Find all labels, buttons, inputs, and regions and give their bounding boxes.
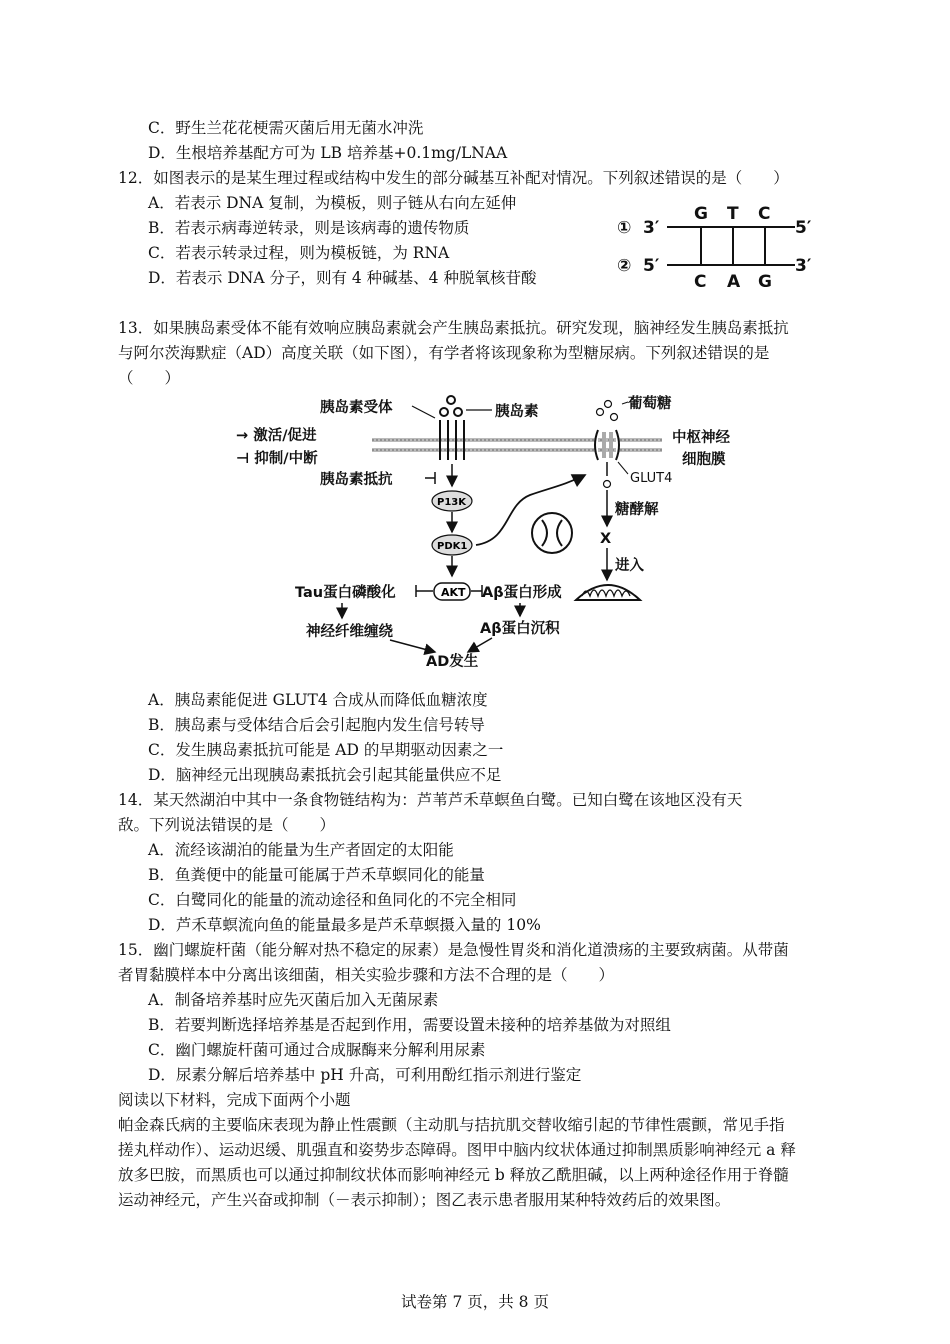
q15-option-c: C．幽门螺旋杆菌可通过合成脲酶来分解利用尿素	[148, 1041, 486, 1059]
q11-option-d: D．生根培养基配方可为 LB 培养基+0.1mg/LNAA	[148, 144, 508, 162]
q15-stem-line1: 15．幽门螺旋杆菌（能分解对热不稳定的尿素）是急慢性胃炎和消化道溃疡的主要致病菌。从带菌	[118, 941, 789, 959]
tangle-label: 神经纤维缠绕	[306, 624, 393, 640]
abeta-deposit-label: Aβ蛋白沉积	[480, 621, 560, 637]
strand-2-label: ②	[617, 256, 632, 276]
pdk1-label: PDK1	[437, 541, 468, 552]
strand-1-left-end: 3′	[643, 218, 660, 238]
akt-label: AKT	[441, 586, 466, 599]
q14-stem-line1: 14．某天然湖泊中其中一条食物链结构为：芦苇芦禾草螟鱼白鹭。已知白鹭在该地区没有天	[118, 791, 743, 809]
q15-stem-line2: 者胃黏膜样本中分离出该细菌，相关实验步骤和方法不合理的是（ ）	[118, 966, 615, 984]
glucose-label: 葡萄糖	[628, 396, 672, 412]
glut4-vesicle	[532, 513, 572, 553]
strand-1-right-end: 5′	[795, 218, 812, 238]
q13-stem-line1: 13．如果胰岛素受体不能有效响应胰岛素就会产生胰岛素抵抗。研究发现，脑神经发生胰岛素抵抗	[118, 319, 789, 337]
glycolysis-label: 糖酵解	[615, 502, 659, 518]
legend-inhibit: ⊣ 抑制/中断	[236, 451, 318, 467]
q13-option-b: B．胰岛素与受体结合后会引起胞内发生信号转导	[148, 716, 485, 734]
q14-stem-line2: 敌。下列说法错误的是（ ）	[118, 816, 336, 834]
insulin-molecules	[440, 396, 462, 416]
bottom-base-3: G	[758, 272, 772, 291]
x-label: X	[600, 531, 612, 547]
q12-stem: 12．如图表示的是某生理过程或结构中发生的部分碱基互补配对情况。下列叙述错误的是（ ）	[118, 169, 789, 187]
top-base-3: C	[758, 204, 771, 224]
strand-2-left-end: 5′	[643, 256, 660, 276]
q13-option-d: D．脑神经元出现胰岛素抵抗会引起其能量供应不足	[148, 766, 502, 784]
reading-line1: 帕金森氏病的主要临床表现为静止性震颤（主动肌与拮抗肌交替收缩引起的节律性震颤，常见手指	[118, 1116, 785, 1134]
q13-stem-line3: （ ）	[118, 369, 181, 387]
reading-line4: 运动神经元，产生兴奋或抑制（－表示抑制）；图乙表示患者服用某种特效药后的效果图。	[118, 1191, 731, 1209]
resistance-label: 胰岛素抵抗	[320, 472, 393, 488]
reading-line2: 搓丸样动作）、运动迟缓、肌强直和姿势步态障碍。图甲中脑内纹状体通过抑制黑质影响神经元 a 释	[118, 1141, 796, 1159]
tau-label: Tau蛋白磷酸化	[295, 585, 396, 601]
q14-option-b: B．鱼粪便中的能量可能属于芦禾草螟同化的能量	[148, 866, 485, 884]
q12-base-pair-figure	[615, 203, 825, 291]
q14-option-a: A．流经该湖泊的能量为生产者固定的太阳能	[148, 841, 454, 859]
q14-option-d: D．芦禾草螟流向鱼的能量最多是芦禾草螟摄入量的 10%	[148, 916, 541, 934]
strand-1-label: ①	[617, 218, 632, 238]
glut4-label: GLUT4	[630, 471, 673, 486]
top-base-2: T	[727, 204, 739, 224]
glucose-molecules	[597, 401, 618, 421]
enter-label: 进入	[615, 558, 644, 574]
q11-option-c: C．野生兰花花梗需灭菌后用无菌水冲洗	[148, 119, 424, 137]
bottom-base-1: C	[694, 272, 707, 291]
page-footer: 试卷第 7 页，共 8 页	[401, 1293, 549, 1311]
q12-option-d: D．若表示 DNA 分子，则有 4 种碱基、4 种脱氧核苷酸	[148, 269, 537, 287]
bottom-base-2: A	[727, 272, 741, 291]
cns-membrane-label-2: 细胞膜	[682, 452, 726, 468]
q15-option-a: A．制备培养基时应先灭菌后加入无菌尿素	[148, 991, 439, 1009]
abeta-form-label: Aβ蛋白形成	[482, 585, 562, 601]
q12-option-c: C．若表示转录过程，则为模板链，为 RNA	[148, 244, 450, 262]
receptor-label: 胰岛素受体	[320, 400, 393, 416]
q14-option-c: C．白鹭同化的能量的流动途径和鱼同化的不完全相同	[148, 891, 517, 909]
strand-2-right-end: 3′	[795, 256, 812, 276]
insulin-label: 胰岛素	[495, 404, 539, 420]
q13-option-c: C．发生胰岛素抵抗可能是 AD 的早期驱动因素之一	[148, 741, 504, 759]
reading-line3: 放多巴胺，而黑质也可以通过抑制纹状体而影响神经元 b 释放乙酰胆碱，以上两种途径作用于脊髓	[118, 1166, 789, 1184]
top-base-1: G	[694, 204, 708, 224]
q13-stem-line2: 与阿尔茨海默症（AD）高度关联（如下图），有学者将该现象称为型糖尿病。下列叙述错误的是	[118, 344, 770, 362]
q12-option-a: A．若表示 DNA 复制，为模板，则子链从右向左延伸	[148, 194, 517, 212]
legend-activate: → 激活/促进	[236, 428, 317, 444]
q15-option-b: B．若要判断选择培养基是否起到作用，需要设置未接种的培养基做为对照组	[148, 1016, 671, 1034]
q15-option-d: D．尿素分解后培养基中 pH 升高，可利用酚红指示剂进行鉴定	[148, 1066, 582, 1084]
reading-intro: 阅读以下材料，完成下面两个小题	[118, 1091, 351, 1109]
cns-membrane-label-1: 中枢神经	[672, 430, 730, 446]
q13-option-a: A．胰岛素能促进 GLUT4 合成从而降低血糖浓度	[148, 691, 488, 709]
q13-insulin-pathway-figure	[230, 390, 750, 675]
mitochondrion-icon	[576, 585, 640, 600]
p13k-label: P13K	[437, 497, 466, 508]
q12-option-b: B．若表示病毒逆转录，则是该病毒的遗传物质	[148, 219, 470, 237]
ad-label: AD发生	[426, 654, 479, 670]
glut4-channel	[595, 430, 619, 460]
